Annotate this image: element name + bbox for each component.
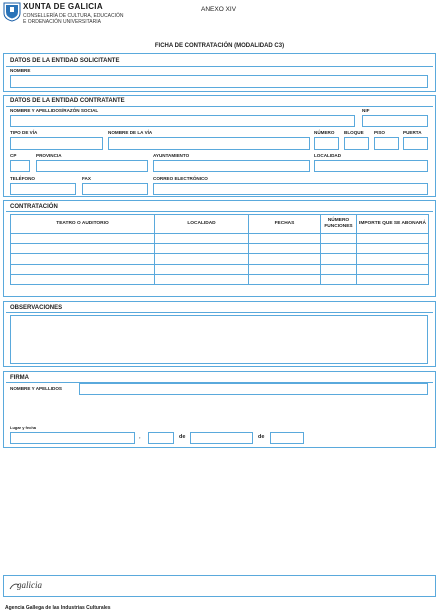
table-cell[interactable] xyxy=(155,254,249,264)
nombre-via-label: NOMBRE DE LA VÍA xyxy=(108,130,153,135)
observaciones-title: OBSERVACIONES xyxy=(10,305,63,311)
table-cell[interactable] xyxy=(155,234,249,244)
col-header-numero-funciones: NÚMERO FUNCIONES xyxy=(321,215,357,234)
nif-label: NIF xyxy=(362,108,370,113)
xunta-shield-icon xyxy=(3,2,21,22)
contratacion-table xyxy=(10,214,429,285)
correo-label: CORREO ELECTRÓNICO xyxy=(153,176,208,181)
table-cell[interactable] xyxy=(321,244,357,254)
org-name: XUNTA DE GALICIA xyxy=(23,2,103,11)
col-header-localidad: LOCALIDAD xyxy=(155,215,249,234)
observaciones-divider xyxy=(6,312,433,313)
form-title: FICHA DE CONTRATACIÓN (MODALIDAD C3) xyxy=(154,43,285,49)
table-cell[interactable] xyxy=(321,264,357,274)
table-cell[interactable] xyxy=(321,274,357,284)
fax-label: FAX xyxy=(82,176,91,181)
puerta-label: PUERTA xyxy=(403,130,422,135)
table-cell[interactable] xyxy=(249,254,321,264)
nombre-via-field[interactable] xyxy=(108,137,310,150)
table-cell[interactable] xyxy=(11,254,155,264)
firma-nombre-label: NOMBRE Y APELLIDOS xyxy=(10,386,62,391)
contratante-nombre-label: NOMBRE Y APELLIDOS/RAZÓN SOCIAL xyxy=(10,108,99,113)
table-cell[interactable] xyxy=(11,274,155,284)
table-cell[interactable] xyxy=(321,234,357,244)
xunta-logo xyxy=(3,2,21,22)
table-cell[interactable] xyxy=(11,264,155,274)
mes-field[interactable] xyxy=(190,432,253,444)
table-cell[interactable] xyxy=(249,234,321,244)
table-cell[interactable] xyxy=(321,254,357,264)
tipo-via-field[interactable] xyxy=(10,137,103,150)
contratante-nombre-field[interactable] xyxy=(10,115,355,127)
solicitante-nombre-label: NOMBRE xyxy=(10,68,31,73)
correo-field[interactable] xyxy=(153,183,428,195)
cp-label: CP xyxy=(10,153,17,158)
annex-label: ANEXO XIV xyxy=(201,6,237,13)
piso-field[interactable] xyxy=(374,137,399,150)
tipo-via-label: TIPO DE VÍA xyxy=(10,130,38,135)
galicia-logo xyxy=(9,579,49,593)
contratante-divider xyxy=(6,106,433,107)
numero-label: NÚMERO xyxy=(314,130,335,135)
table-cell[interactable] xyxy=(249,264,321,274)
contratacion-title: CONTRATACIÓN xyxy=(10,204,58,210)
dept-line-2: E ORDENACIÓN UNIVERSITARIA xyxy=(23,19,101,25)
numero-field[interactable] xyxy=(314,137,339,150)
localidad-field[interactable] xyxy=(314,160,428,172)
ayuntamiento-label: AYUNTAMIENTO xyxy=(153,153,190,158)
lugar-field[interactable] xyxy=(10,432,135,444)
table-cell[interactable] xyxy=(357,274,429,284)
telefono-label: TELÉFONO xyxy=(10,176,36,181)
firma-title: FIRMA xyxy=(10,375,29,381)
table-cell[interactable] xyxy=(11,234,155,244)
observaciones-field[interactable] xyxy=(10,315,428,364)
date-de-1: de xyxy=(179,434,186,440)
bloque-label: BLOQUE xyxy=(344,130,364,135)
solicitante-divider xyxy=(6,66,433,67)
table-cell[interactable] xyxy=(357,234,429,244)
col-header-importe: IMPORTE QUE SE ABONARÁ xyxy=(357,215,429,234)
ayuntamiento-field[interactable] xyxy=(153,160,310,172)
table-cell[interactable] xyxy=(155,274,249,284)
lugar-fecha-label: Lugar y fecha xyxy=(10,425,37,430)
solicitante-nombre-field[interactable] xyxy=(10,75,428,88)
footer-logo-box xyxy=(3,575,436,597)
anio-field[interactable] xyxy=(270,432,304,444)
provincia-field[interactable] xyxy=(36,160,148,172)
table-cell[interactable] xyxy=(249,274,321,284)
localidad-label: LOCALIDAD xyxy=(314,153,342,158)
table-header-row xyxy=(11,215,429,234)
table-cell[interactable] xyxy=(155,264,249,274)
nif-field[interactable] xyxy=(362,115,428,127)
table-row xyxy=(11,254,429,264)
bloque-field[interactable] xyxy=(344,137,369,150)
date-de-2: de xyxy=(258,434,265,440)
date-comma: , xyxy=(139,434,141,440)
puerta-field[interactable] xyxy=(403,137,428,150)
contratante-title: DATOS DE LA ENTIDAD CONTRATANTE xyxy=(10,98,125,104)
solicitante-title: DATOS DE LA ENTIDAD SOLICITANTE xyxy=(10,58,120,64)
col-header-fechas: FECHAS xyxy=(249,215,321,234)
table-row xyxy=(11,264,429,274)
fax-field[interactable] xyxy=(82,183,148,195)
telefono-field[interactable] xyxy=(10,183,76,195)
piso-label: PISO xyxy=(374,130,385,135)
cp-field[interactable] xyxy=(10,160,30,172)
table-row xyxy=(11,244,429,254)
table-cell[interactable] xyxy=(249,244,321,254)
table-row xyxy=(11,274,429,284)
table-cell[interactable] xyxy=(155,244,249,254)
table-cell[interactable] xyxy=(11,244,155,254)
agency-name: Agencia Gallega de las Industrias Culturales xyxy=(5,605,111,611)
provincia-label: PROVINCIA xyxy=(36,153,62,158)
table-cell[interactable] xyxy=(357,264,429,274)
dept-line-1: CONSELLERÍA DE CULTURA, EDUCACIÓN xyxy=(23,13,124,19)
table-cell[interactable] xyxy=(357,254,429,264)
col-header-teatro: TEATRO O AUDITORIO xyxy=(11,215,155,234)
dia-field[interactable] xyxy=(148,432,174,444)
table-row xyxy=(11,234,429,244)
contratacion-divider xyxy=(6,211,433,212)
galicia-logo-text: galicia xyxy=(17,580,42,590)
table-cell[interactable] xyxy=(357,244,429,254)
firma-nombre-field[interactable] xyxy=(79,383,428,395)
